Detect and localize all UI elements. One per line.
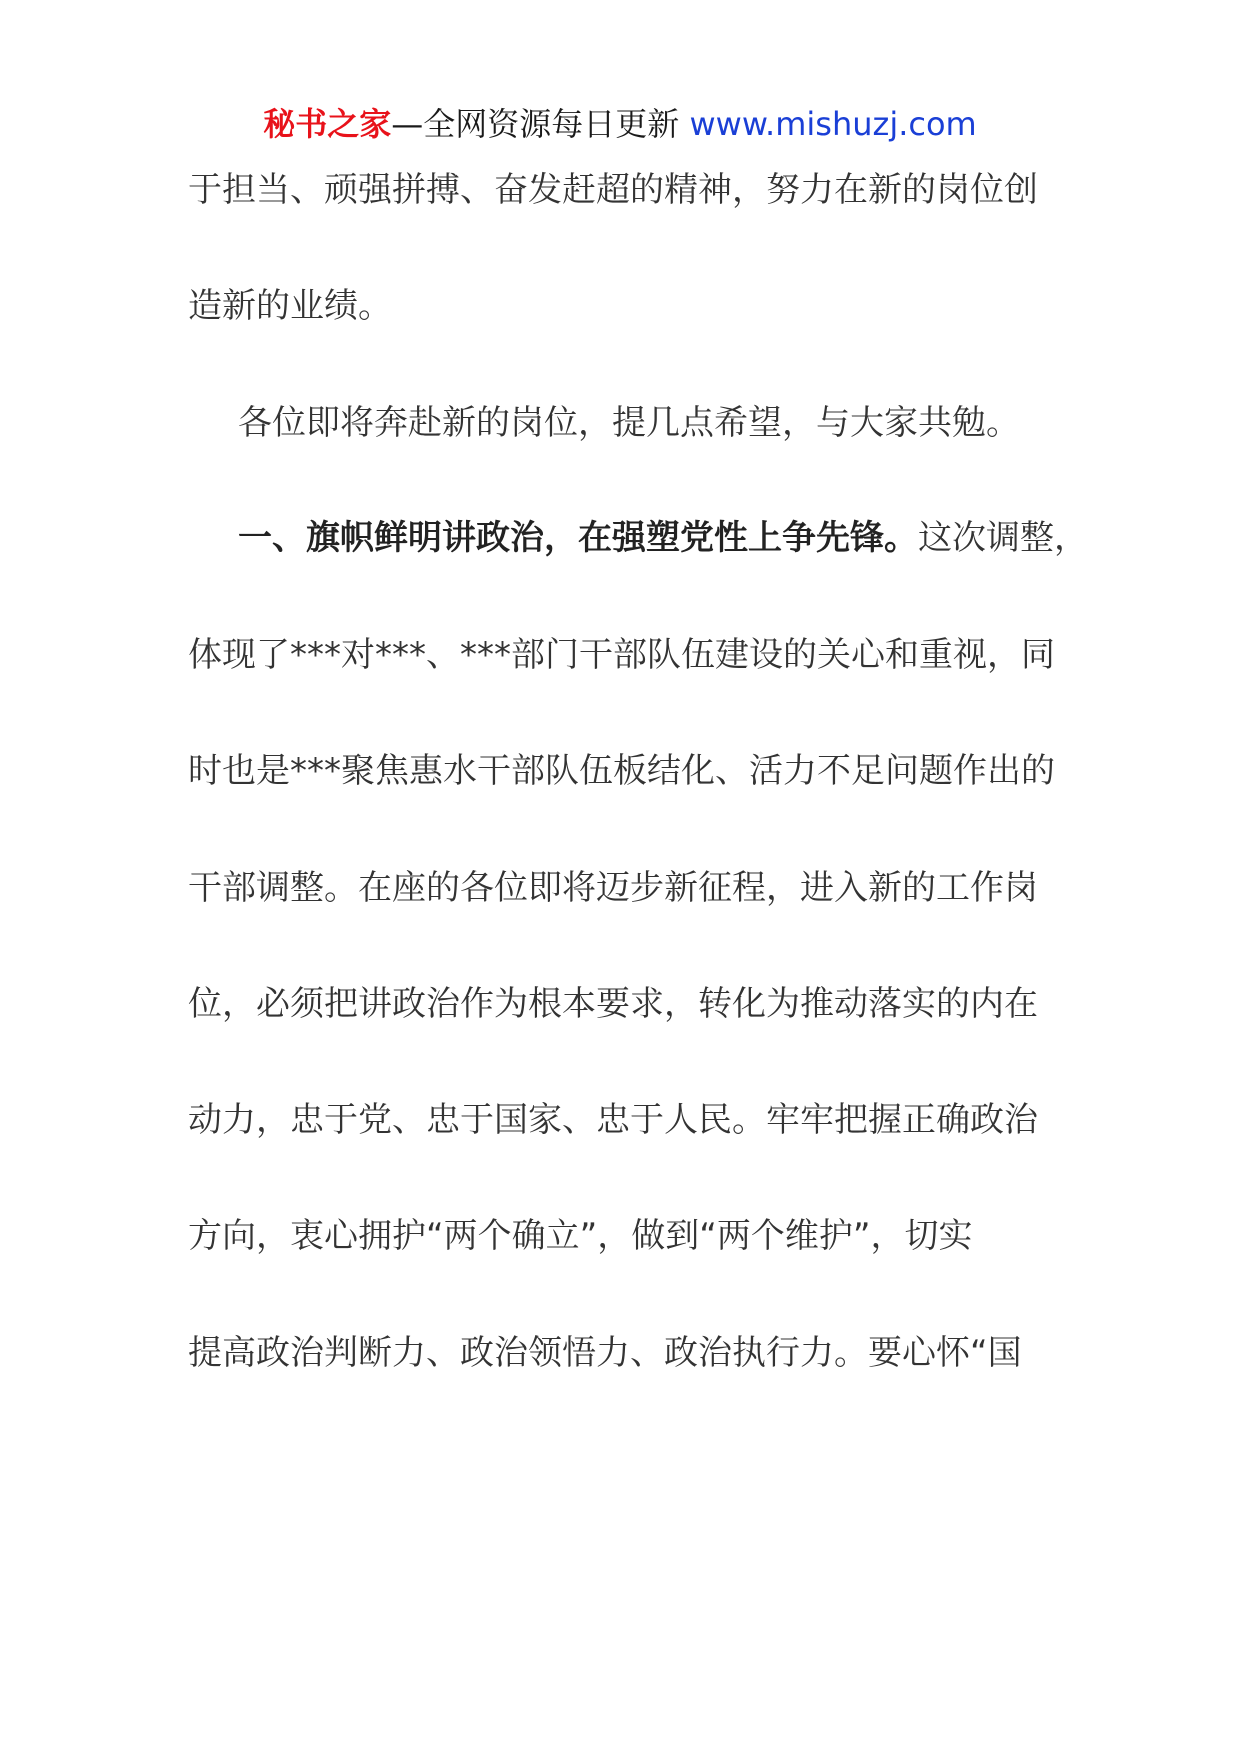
section-heading-continuation: 这次调整， xyxy=(918,518,1088,558)
paragraph-line: 位，必须把讲政治作为根本要求，转化为推动落实的内在 xyxy=(188,984,1038,1024)
paragraph-line: 造新的业绩。 xyxy=(188,286,392,326)
site-url-link[interactable]: www.mishuzj.com xyxy=(689,105,977,143)
site-header xyxy=(0,100,1240,148)
section-heading-line xyxy=(238,515,1088,561)
brand-name: 秘书之家 xyxy=(263,105,392,143)
paragraph-line: 干部调整。在座的各位即将迈步新征程，进入新的工作岗 xyxy=(188,868,1038,908)
paragraph-line: 体现了***对***、***部门干部队伍建设的关心和重视，同 xyxy=(188,635,1055,675)
section-heading: 一、旗帜鲜明讲政治，在强塑党性上争先锋。 xyxy=(238,518,918,558)
paragraph-line: 提高政治判断力、政治领悟力、政治执行力。要心怀“国 xyxy=(188,1333,1022,1373)
paragraph-line: 时也是***聚焦惠水干部队伍板结化、活力不足问题作出的 xyxy=(188,751,1055,791)
paragraph-line: 动力，忠于党、忠于国家、忠于人民。牢牢把握正确政治 xyxy=(188,1100,1038,1140)
header-slogan: —全网资源每日更新 xyxy=(391,105,690,143)
paragraph-line: 方向，衷心拥护“两个确立”，做到“两个维护”，切实 xyxy=(188,1216,973,1256)
paragraph-line: 各位即将奔赴新的岗位，提几点希望，与大家共勉。 xyxy=(238,403,1020,443)
paragraph-line: 于担当、顽强拼搏、奋发赶超的精神，努力在新的岗位创 xyxy=(188,170,1038,210)
